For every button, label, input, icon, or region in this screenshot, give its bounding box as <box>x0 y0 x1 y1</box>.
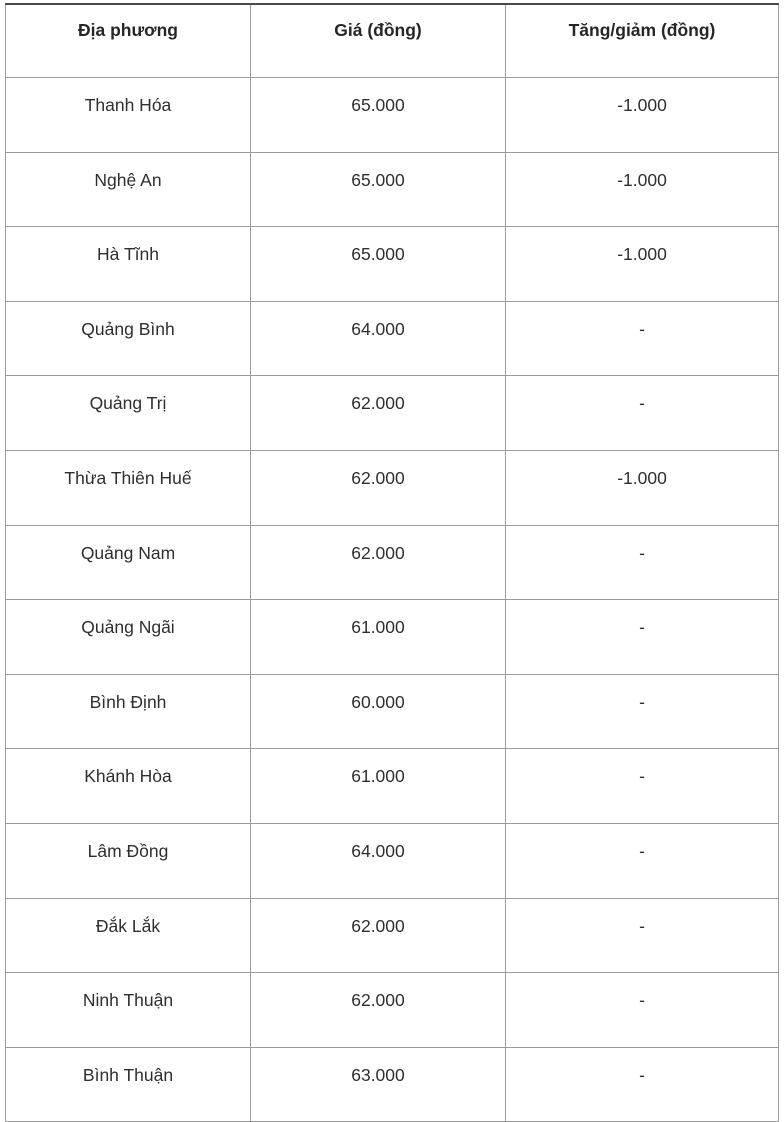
table-row <box>6 674 779 749</box>
cell-price: 61.000 <box>251 749 506 824</box>
column-header-locality: Địa phương <box>6 4 251 78</box>
cell-change: -1.000 <box>506 450 779 525</box>
cell-locality: Bình Thuận <box>6 1047 251 1122</box>
table-row <box>6 525 779 600</box>
table-row <box>6 301 779 376</box>
cell-price: 62.000 <box>251 973 506 1048</box>
cell-locality: Quảng Ngãi <box>6 600 251 675</box>
cell-locality: Bình Định <box>6 674 251 749</box>
cell-change: - <box>506 376 779 451</box>
table-header <box>6 4 779 78</box>
table-row <box>6 973 779 1048</box>
cell-change: - <box>506 301 779 376</box>
cell-price: 62.000 <box>251 376 506 451</box>
table-row <box>6 898 779 973</box>
table-row <box>6 227 779 302</box>
cell-locality: Ninh Thuận <box>6 973 251 1048</box>
table-row <box>6 152 779 227</box>
table-row <box>6 600 779 675</box>
cell-locality: Khánh Hòa <box>6 749 251 824</box>
cell-locality: Quảng Nam <box>6 525 251 600</box>
cell-price: 64.000 <box>251 301 506 376</box>
table-header-row <box>6 4 779 78</box>
cell-price: 65.000 <box>251 152 506 227</box>
table-body <box>6 78 779 1122</box>
table-row <box>6 823 779 898</box>
cell-change: - <box>506 973 779 1048</box>
cell-change: - <box>506 823 779 898</box>
cell-price: 62.000 <box>251 898 506 973</box>
cell-price: 60.000 <box>251 674 506 749</box>
cell-change: - <box>506 600 779 675</box>
cell-price: 64.000 <box>251 823 506 898</box>
cell-locality: Lâm Đồng <box>6 823 251 898</box>
cell-change: -1.000 <box>506 227 779 302</box>
cell-change: - <box>639 1064 645 1085</box>
cell-locality: Quảng Bình <box>6 301 251 376</box>
cell-price: 62.000 <box>251 525 506 600</box>
cell-change: -1.000 <box>506 152 779 227</box>
cell-locality: Nghệ An <box>6 152 251 227</box>
regional-price-table <box>5 3 779 1122</box>
cell-locality: Quảng Trị <box>6 376 251 451</box>
cell-locality: Thanh Hóa <box>6 78 251 153</box>
table-row <box>6 376 779 451</box>
cell-price: 63.000 <box>251 1047 506 1122</box>
column-header-price: Giá (đồng) <box>251 4 506 78</box>
table-row <box>6 450 779 525</box>
cell-locality: Hà Tĩnh <box>6 227 251 302</box>
column-header-change: Tăng/giảm (đồng) <box>506 4 779 78</box>
cell-change: -1.000 <box>506 78 779 153</box>
cell-price: 65.000 <box>251 227 506 302</box>
cell-locality: Đắk Lắk <box>6 898 251 973</box>
cell-change: - <box>506 749 779 824</box>
cell-change: - <box>506 674 779 749</box>
cell-price: 62.000 <box>251 450 506 525</box>
table-row <box>6 1047 779 1122</box>
cell-locality: Thừa Thiên Huế <box>6 450 251 525</box>
table-row <box>6 78 779 153</box>
cell-change: - <box>506 898 779 973</box>
cell-change: - <box>506 525 779 600</box>
table-row <box>6 749 779 824</box>
cell-price: 65.000 <box>251 78 506 153</box>
cell-price: 61.000 <box>251 600 506 675</box>
